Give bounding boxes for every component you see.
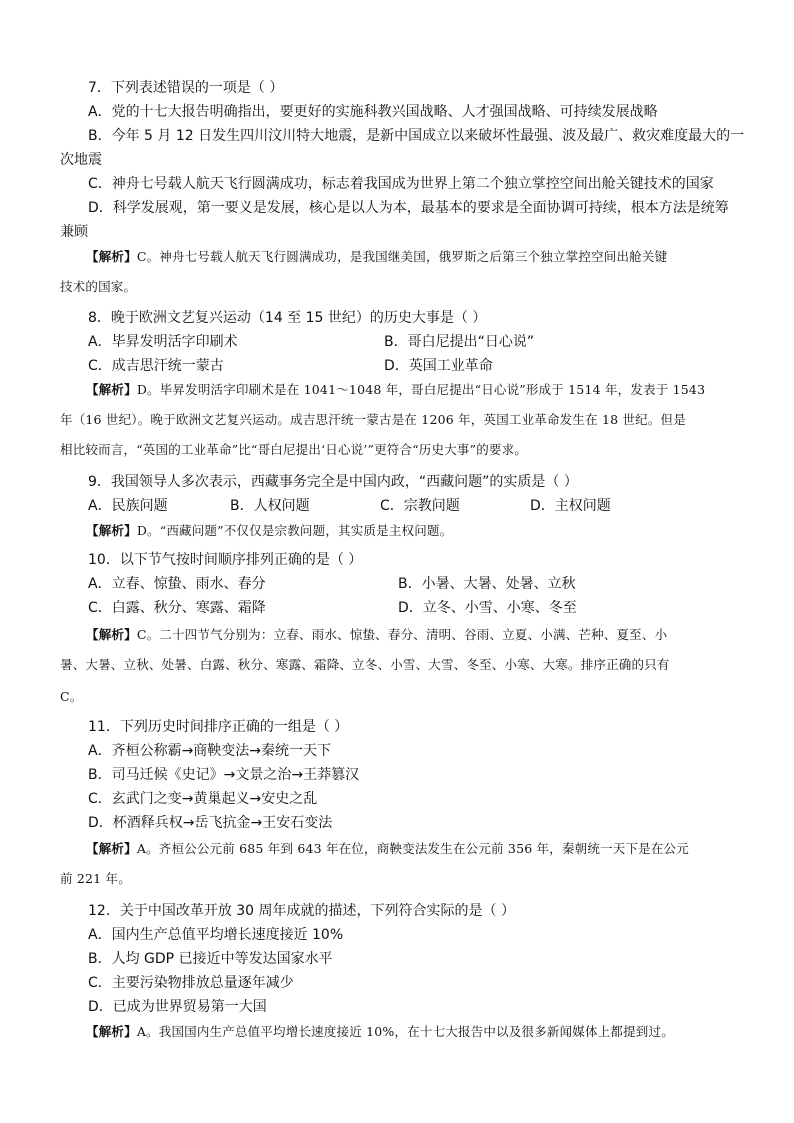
question-10-analysis-cont-1: 暑、大暑、立秋、处暑、白露、秋分、寒露、霜降、立冬、小雪、大雪、冬至、小寒、大寒。排序正确的只有 bbox=[60, 657, 670, 672]
question-8-analysis bbox=[86, 381, 705, 399]
question-8-analysis-cont-1: 年（16 世纪）。晚于欧洲文艺复兴运动。成吉思汗统一蒙古是在 1206 年，英国工业革命发生在 18 世纪。但是 bbox=[60, 412, 686, 427]
question-7-option-c: C．神舟七号载人航天飞行圆满成功，标志着我国成为世界上第二个独立掌控空间出舱关键技术的国家 bbox=[88, 176, 714, 192]
analysis-text: A。齐桓公公元前 685 年到 643 年在位，商鞅变法发生在公元前 356 年，秦朝统一天下是在公元 bbox=[136, 841, 689, 856]
analysis-text: D。毕昇发明活字印刷术是在 1041～1048 年，哥白尼提出“日心说”形成于 1514 年，发表于 1543 bbox=[136, 382, 706, 397]
question-12-option-a: A．国内生产总值平均增长速度接近 10% bbox=[88, 927, 344, 943]
question-12-option-c: C．主要污染物排放总量逐年减少 bbox=[88, 975, 294, 991]
analysis-text: A。我国国内生产总值平均增长速度接近 10%，在十七大报告中以及很多新闻媒体上都提到过。 bbox=[136, 1024, 674, 1039]
question-12-option-b: B．人均 GDP 已接近中等发达国家水平 bbox=[88, 951, 333, 967]
question-8-option-b: B．哥白尼提出“日心说” bbox=[384, 334, 535, 350]
question-11-option-d: D．杯酒释兵权→岳飞抗金→王安石变法 bbox=[88, 815, 333, 831]
question-8-analysis-cont-2: 相比较而言，“英国的工业革命”比“哥白尼提出‘日心说’”更符合“历史大事”的要求。 bbox=[60, 442, 527, 457]
question-12-stem: 12．关于中国改革开放 30 周年成就的描述，下列符合实际的是（ ） bbox=[88, 903, 515, 919]
analysis-tag: 【解析】 bbox=[86, 523, 137, 538]
analysis-tag: 【解析】 bbox=[86, 249, 137, 264]
question-9-option-b: B．人权问题 bbox=[230, 498, 310, 514]
question-11-option-b: B．司马迁候《史记》→文景之治→王莽篡汉 bbox=[88, 767, 360, 783]
question-11-stem: 11．下列历史时间排序正确的一组是（ ） bbox=[88, 719, 349, 735]
question-10-option-c: C．白露、秋分、寒露、霜降 bbox=[88, 600, 266, 616]
question-8-option-c: C．成吉思汗统一蒙古 bbox=[88, 358, 224, 374]
question-7-analysis bbox=[86, 248, 667, 266]
question-9-stem: 9．我国领导人多次表示，西藏事务完全是中国内政，“西藏问题”的实质是（ ） bbox=[88, 474, 578, 490]
question-9-option-a: A．民族问题 bbox=[88, 498, 168, 514]
analysis-tag: 【解析】 bbox=[86, 841, 137, 856]
question-8-option-a: A．毕昇发明活字印刷术 bbox=[88, 334, 238, 350]
question-11-analysis-cont: 前 221 年。 bbox=[60, 871, 131, 886]
question-11-option-c: C．玄武门之变→黄巢起义→安史之乱 bbox=[88, 791, 318, 807]
question-10-stem: 10．以下节气按时间顺序排列正确的是（ ） bbox=[88, 552, 363, 568]
question-11-analysis bbox=[86, 840, 689, 858]
analysis-text: C。神舟七号载人航天飞行圆满成功，是我国继美国，俄罗斯之后第三个独立掌控空间出舱关键 bbox=[136, 249, 668, 264]
question-7-option-d-cont: 兼顾 bbox=[60, 224, 88, 240]
question-7-option-d: D．科学发展观，第一要义是发展，核心是以人为本，最基本的要求是全面协调可持续，根本方法是统筹 bbox=[88, 200, 729, 216]
question-9-analysis bbox=[86, 522, 452, 540]
question-11-option-a: A．齐桓公称霸→商鞅变法→秦统一天下 bbox=[88, 743, 332, 759]
question-12-option-d: D．已成为世界贸易第一大国 bbox=[88, 999, 267, 1015]
question-10-option-b: B．小暑、大暑、处暑、立秋 bbox=[398, 576, 576, 592]
analysis-text: C。二十四节气分别为：立春、雨水、惊蛰、春分、清明、谷雨、立夏、小满、芒种、夏至、小 bbox=[136, 627, 668, 642]
question-7-option-a: A．党的十七大报告明确指出，要更好的实施科教兴国战略、人才强国战略、可持续发展战略 bbox=[88, 104, 658, 120]
question-8-stem: 8．晚于欧洲文艺复兴运动（14 至 15 世纪）的历史大事是（ ） bbox=[88, 310, 487, 326]
question-7-option-b-cont: 次地震 bbox=[60, 152, 102, 168]
question-10-analysis bbox=[86, 626, 667, 644]
analysis-tag: 【解析】 bbox=[86, 382, 137, 397]
question-7-stem: 7．下列表述错误的一项是（ ） bbox=[88, 80, 284, 96]
analysis-text: D。“西藏问题”不仅仅是宗教问题，其实质是主权问题。 bbox=[136, 523, 453, 538]
question-10-option-a: A．立春、惊蛰、雨水、春分 bbox=[88, 576, 266, 592]
analysis-tag: 【解析】 bbox=[86, 1024, 137, 1039]
question-7-option-b: B．今年 5 月 12 日发生四川汶川特大地震，是新中国成立以来破坏性最强、波及最广、救灾难度最大的一 bbox=[88, 128, 745, 144]
question-7-analysis-cont: 技术的国家。 bbox=[60, 279, 137, 294]
question-9-option-d: D．主权问题 bbox=[530, 498, 611, 514]
analysis-tag: 【解析】 bbox=[86, 627, 137, 642]
question-9-option-c: C．宗教问题 bbox=[380, 498, 460, 514]
question-8-option-d: D．英国工业革命 bbox=[384, 358, 493, 374]
question-10-analysis-cont-2: C。 bbox=[60, 689, 83, 704]
question-10-option-d: D．立冬、小雪、小寒、冬至 bbox=[398, 600, 577, 616]
question-12-analysis bbox=[86, 1023, 674, 1041]
